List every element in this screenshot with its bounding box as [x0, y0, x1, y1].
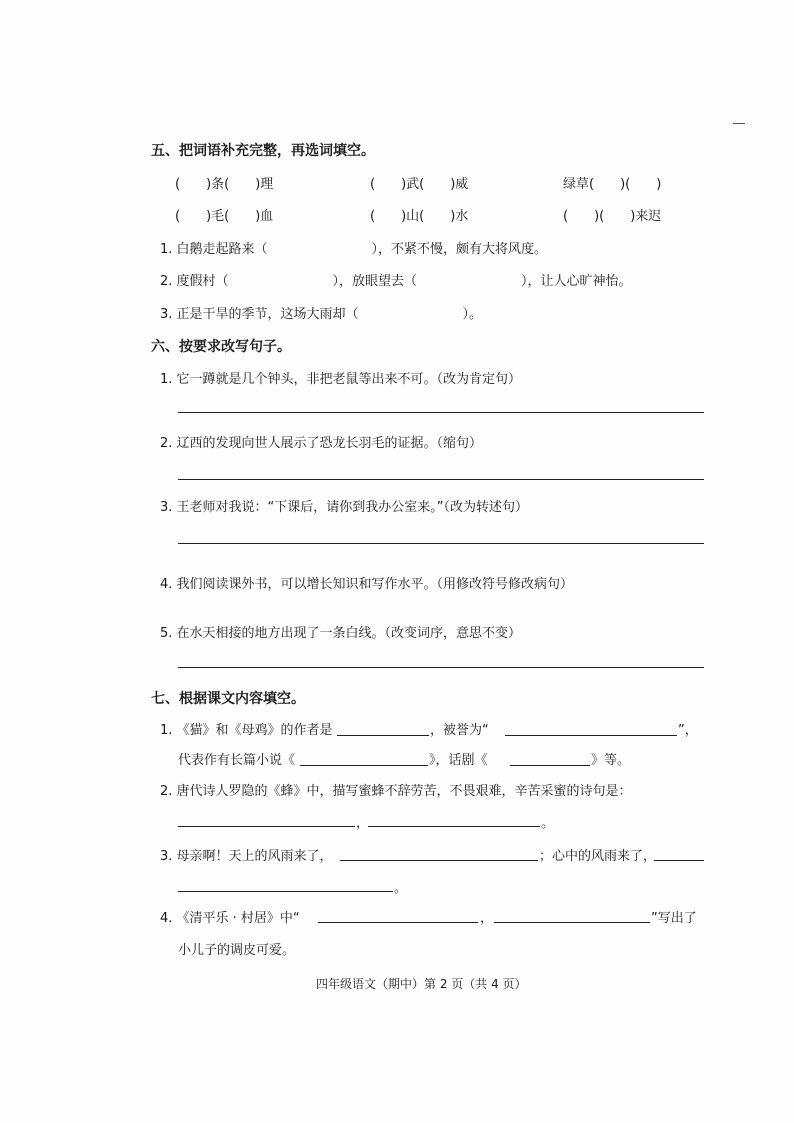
blank-line	[654, 860, 704, 861]
q1-text-f: 》等。	[591, 753, 631, 768]
blank-line	[368, 826, 540, 827]
q4-text-a: 4. 《清平乐 · 村居》中“	[160, 911, 300, 926]
q2-comma: ，	[356, 816, 370, 831]
rewrite-item-3: 3. 王老师对我说：“下课后，请你到我办公室来。”（改为转述句）	[160, 500, 529, 515]
q4-comma: ，	[480, 911, 494, 926]
blank-line	[318, 922, 478, 923]
blank-line	[300, 765, 428, 766]
word-blank-5: ( )山( )水	[370, 209, 469, 224]
rewrite-item-2: 2. 辽西的发现向世人展示了恐龙长羽毛的证据。（缩句）	[160, 436, 483, 451]
blank-line	[505, 735, 677, 736]
word-blank-6: ( )( )来迟	[563, 209, 662, 224]
blank-line	[178, 826, 355, 827]
q2-end: 。	[541, 816, 555, 831]
q2-text: 2. 唐代诗人罗隐的《蜂》中，描写蜜蜂不辞劳苦，不畏艰难，辛苦采蜜的诗句是：	[160, 784, 632, 799]
q3-text-a: 3. 母亲啊！天上的风雨来了，	[160, 849, 333, 864]
answer-line	[178, 479, 704, 480]
q4-text-b: ”写出了	[651, 911, 697, 926]
q1-text-c: ”，	[678, 723, 698, 738]
rewrite-item-1: 1. 它一蹲就是几个钟头，非把老鼠等出来不可。（改为肯定句）	[160, 372, 522, 387]
fill-item-3: 3. 正是干旱的季节，这场大雨却（ ）。	[160, 307, 483, 322]
section6-heading: 六、按要求改写句子。	[151, 339, 291, 355]
page-footer: 四年级语文（期中）第 2 页（共 4 页）	[316, 977, 527, 991]
rewrite-item-5: 5. 在水天相接的地方出现了一条白线。（改变词序，意思不变）	[160, 626, 522, 641]
q3-end: 。	[394, 881, 408, 896]
blank-line	[340, 860, 538, 861]
rewrite-item-4: 4. 我们阅读课外书，可以增长知识和写作水平。（用修改符号修改病句）	[160, 577, 574, 592]
fill-item-1: 1. 白鹅走起路来（ ），不紧不慢，颇有大将风度。	[160, 242, 548, 257]
answer-line	[178, 667, 704, 668]
q1-text-d: 代表作有长篇小说《	[178, 753, 296, 768]
q1-text-e: 》，话剧《	[429, 753, 488, 768]
word-blank-4: ( )毛( )血	[175, 209, 274, 224]
q4-text-c: 小儿子的调皮可爱。	[178, 943, 296, 958]
blank-line	[337, 735, 429, 736]
q1-text-b: ，被誉为“	[430, 723, 489, 738]
word-blank-2: ( )武( )威	[370, 177, 469, 192]
blank-line	[494, 922, 650, 923]
corner-mark	[733, 123, 745, 124]
q3-text-b: ；心中的风雨来了，	[539, 849, 657, 864]
fill-item-2: 2. 度假村（ ），放眼望去（ ），让人心旷神怡。	[160, 274, 632, 289]
section7-heading: 七、根据课文内容填空。	[151, 691, 305, 707]
answer-line	[178, 412, 704, 413]
answer-line	[178, 543, 704, 544]
q1-text-a: 1. 《猫》和《母鸡》的作者是	[160, 723, 333, 738]
blank-line	[510, 765, 590, 766]
word-blank-1: ( )条( )理	[175, 177, 274, 192]
word-blank-3: 绿草( )( )	[563, 177, 662, 192]
blank-line	[178, 891, 393, 892]
section5-heading: 五、把词语补充完整，再选词填空。	[151, 143, 375, 159]
